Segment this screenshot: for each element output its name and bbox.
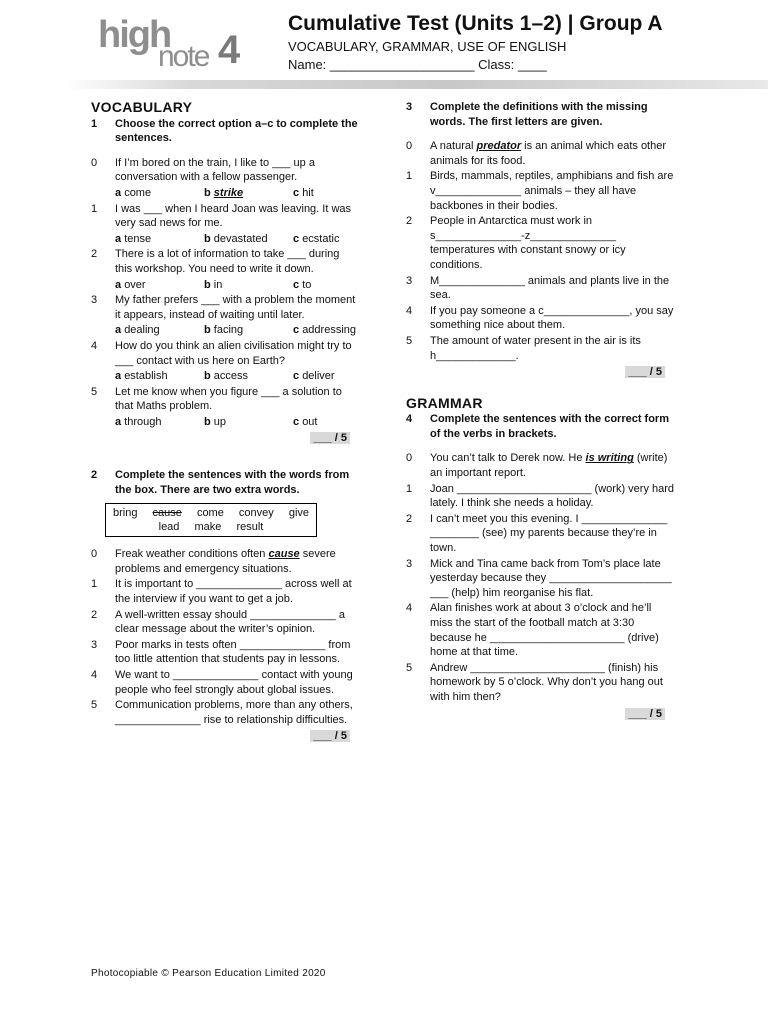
option-word: to: [302, 278, 312, 291]
score-text: ___ / 5: [625, 366, 665, 378]
answer-option: [204, 323, 293, 338]
option-letter: a: [115, 186, 122, 199]
item-number: 0: [406, 140, 413, 153]
option-word: out: [302, 415, 318, 428]
item-text: People in Antarctica must work in s______________-z______________ temperatures with constant snowy or icy conditions.: [430, 215, 626, 271]
answer-option: [115, 278, 204, 293]
option-word: hit: [302, 186, 314, 199]
high-note-logo: [96, 14, 252, 76]
word-box-row-1: [106, 506, 316, 520]
item-number: 5: [91, 385, 98, 398]
task-1-items: [91, 156, 359, 430]
word-box: [105, 503, 317, 537]
question-item: [91, 385, 359, 414]
name-class-field: Name: ____________________ Class: ____: [288, 57, 547, 72]
option-word: ecstatic: [302, 232, 340, 245]
option-letter: b: [204, 232, 211, 245]
left-column: [91, 100, 359, 744]
item-text: There is a lot of information to take ___ during this workshop. You need to write it down.: [115, 248, 340, 275]
task-3-example: [406, 139, 674, 168]
option-word: establish: [124, 370, 168, 383]
item-number: 4: [91, 669, 98, 681]
question-item: [91, 202, 359, 231]
logo-digit: 4: [218, 28, 241, 72]
item-text: Joan ______________________ (work) very hard lately. I think she needs a holiday.: [430, 482, 675, 510]
item-number: 3: [91, 638, 98, 651]
question-item: [406, 557, 674, 601]
score-box: [91, 729, 350, 744]
answer-option: [115, 186, 204, 201]
score-text: ___ / 5: [310, 432, 350, 444]
answer-option: [204, 415, 293, 430]
instruction-text: Choose the correct option a–c to complete the sentences.: [115, 117, 358, 145]
answer-option: [204, 186, 293, 201]
item-text: If I’m bored on the train, I like to ___ up a conversation with a fellow passenger.: [115, 156, 315, 184]
option-word: dealing: [124, 324, 160, 337]
answer-option: [293, 323, 356, 338]
item-text-post: severe problems and emergency situations.: [115, 548, 336, 575]
answer-option: [204, 278, 293, 293]
task-4-example: [406, 451, 674, 480]
item-number: 3: [406, 557, 413, 570]
item-number: 0: [91, 548, 98, 561]
example-answer: strike: [213, 186, 244, 199]
option-letter: b: [204, 324, 211, 337]
question-item: [406, 601, 674, 659]
instruction-text: Complete the sentences with the correct form of the verbs in brackets.: [430, 413, 669, 440]
task-4-items: [406, 482, 674, 705]
page-title: Cumulative Test (Units 1–2) | Group A: [288, 12, 663, 35]
option-letter: b: [204, 186, 211, 199]
copyright-footer: Photocopiable © Pearson Education Limited 2020: [91, 968, 326, 979]
item-text-pre: A natural: [430, 140, 477, 153]
right-column: [406, 100, 674, 721]
item-number: 0: [406, 452, 413, 465]
task-number: 3: [406, 101, 413, 113]
header-divider: [64, 80, 768, 89]
option-word: through: [124, 415, 162, 428]
option-letter: b: [204, 278, 211, 291]
option-letter: a: [115, 370, 122, 383]
answer-option: [115, 415, 204, 430]
option-letter: a: [115, 324, 122, 337]
item-text: We want to ______________ contact with young people who feel strongly about global issues.: [115, 669, 353, 696]
question-item: [406, 214, 674, 272]
question-item: [91, 293, 359, 322]
item-text: Birds, mammals, reptiles, amphibians and fish are v______________ animals – they all have backbones in their bodies.: [430, 170, 674, 212]
section-heading-vocabulary: VOCABULARY: [91, 99, 193, 115]
word-box-word: give: [288, 507, 310, 520]
item-number: 5: [91, 699, 98, 712]
answer-option: [204, 369, 293, 384]
word-box-word: result: [236, 521, 264, 534]
example-answer: predator: [476, 140, 522, 153]
option-word: up: [213, 415, 227, 428]
answer-option: [115, 232, 204, 247]
answer-option: [293, 278, 311, 293]
item-text: Communication problems, more than any others, ______________ rise to relationship difficulties.: [115, 699, 353, 726]
option-word: addressing: [302, 324, 357, 337]
item-text: My father prefers ___ with a problem the moment it appears, instead of waiting until later.: [115, 294, 356, 321]
question-item: [91, 608, 359, 637]
task-3-instruction: [406, 100, 674, 129]
option-letter: c: [293, 415, 300, 428]
answer-option: [293, 232, 339, 247]
option-letter: c: [293, 370, 300, 383]
question-item: [91, 638, 359, 667]
question-item: [406, 274, 674, 303]
word-box-word: lead: [158, 521, 180, 534]
item-text: [115, 547, 359, 576]
answer-options: [91, 232, 359, 247]
option-letter: c: [293, 186, 300, 199]
item-text: [430, 139, 674, 168]
item-number: 0: [91, 156, 98, 169]
item-text: If you pay someone a c______________, you say something nice about them.: [430, 304, 674, 332]
task-2-example: [91, 547, 359, 576]
item-number: 1: [91, 578, 98, 591]
item-number: 5: [406, 661, 413, 674]
task-number: 1: [91, 117, 98, 130]
question-item: [91, 698, 359, 727]
question-item: [91, 668, 359, 697]
word-box-word-crossed: cause: [152, 507, 182, 520]
answer-options: [91, 369, 359, 384]
item-text: A well-written essay should ______________ a clear message about the writer’s opinion.: [115, 608, 345, 636]
question-item: [406, 482, 674, 511]
question-item: [91, 156, 359, 185]
question-item: [91, 247, 359, 276]
item-number: 5: [406, 334, 413, 347]
item-number: 1: [91, 202, 98, 215]
answer-options: [91, 323, 359, 338]
question-item: [91, 339, 359, 368]
option-word: facing: [213, 324, 244, 337]
section-heading-grammar: GRAMMAR: [406, 394, 483, 411]
example-answer: is writing: [585, 452, 634, 465]
logo-word-high: high: [98, 14, 171, 56]
task-number: 4: [406, 413, 413, 426]
item-number: 2: [406, 512, 413, 525]
item-text-post: is an animal which eats other animals for its food.: [430, 140, 667, 167]
answer-options: [91, 415, 359, 430]
item-number: 3: [91, 294, 98, 307]
option-letter: b: [204, 415, 211, 428]
page-subtitle: VOCABULARY, GRAMMAR, USE OF ENGLISH: [288, 39, 567, 54]
logo-word-note: note: [158, 40, 209, 73]
option-letter: c: [293, 324, 300, 337]
option-letter: c: [293, 278, 300, 291]
item-number: 2: [91, 248, 98, 261]
word-box-row-2: [106, 520, 316, 534]
option-word: devastated: [213, 232, 268, 245]
item-text: Let me know when you figure ___ a solution to that Maths problem.: [115, 385, 342, 413]
task-2-instruction: [91, 468, 359, 497]
item-text: M______________ animals and plants live in the sea.: [430, 274, 670, 302]
item-text: Andrew ______________________ (finish) his homework by 5 o’clock. Why don’t you hang out with him then?: [430, 661, 663, 703]
score-box: [406, 707, 665, 722]
option-letter: b: [204, 370, 211, 383]
item-text-pre: Freak weather conditions often: [115, 548, 269, 561]
item-number: 2: [406, 215, 413, 228]
item-number: 2: [91, 608, 98, 621]
task-4-instruction: [406, 412, 674, 441]
item-text: How do you think an alien civilisation might try to ___ contact with us here on Earth?: [115, 339, 352, 367]
answer-option: [293, 369, 335, 384]
option-word: access: [213, 370, 249, 383]
word-box-word: bring: [112, 507, 138, 520]
task-3-items: [406, 169, 674, 363]
word-box-word: make: [194, 521, 222, 534]
question-item: [406, 334, 674, 363]
word-box-word: come: [196, 507, 224, 520]
item-number: 1: [406, 170, 413, 183]
question-item: [406, 661, 674, 705]
task-1-instruction: [91, 117, 359, 146]
instruction-text: Complete the definitions with the missing words. The first letters are given.: [430, 101, 648, 128]
option-letter: c: [293, 232, 300, 245]
option-word: in: [213, 278, 223, 291]
item-number: 1: [406, 482, 413, 495]
item-text: Mick and Tina came back from Tom’s place late yesterday because they ____________________ ___ (help) him reorganise his flat.: [430, 557, 672, 599]
item-number: 4: [406, 602, 413, 615]
option-word: over: [124, 278, 146, 291]
item-text-pre: You can’t talk to Derek now. He: [430, 452, 586, 465]
task-2-items: [91, 577, 359, 727]
score-text: ___ / 5: [625, 708, 665, 720]
answer-option: [293, 186, 314, 201]
item-number: 3: [406, 274, 413, 287]
answer-option: [293, 415, 317, 430]
item-text: Poor marks in tests often ______________ from too little attention that students pay in lessons.: [115, 638, 351, 666]
word-box-word: convey: [238, 507, 274, 520]
option-word: tense: [124, 232, 152, 245]
answer-option: [115, 369, 204, 384]
instruction-text: Complete the sentences with the words from the box. There are two extra words.: [115, 469, 350, 496]
task-number: 2: [91, 469, 98, 482]
item-text: Alan finishes work at about 3 o’clock and he’ll miss the start of the football match at 3:30 because he ______________________ (drive) home at that time.: [430, 602, 659, 659]
item-number: 4: [91, 339, 98, 352]
item-text: I was ___ when I heard Joan was leaving. It was very sad news for me.: [115, 202, 352, 230]
answer-option: [115, 323, 204, 338]
item-text: It is important to ______________ across well at the interview if you want to get a job.: [115, 578, 352, 606]
item-text: [430, 451, 674, 480]
option-letter: a: [115, 232, 122, 245]
item-text: The amount of water present in the air is its h_____________.: [430, 334, 641, 362]
option-word: deliver: [302, 370, 335, 383]
question-item: [406, 169, 674, 213]
score-box: [406, 365, 665, 380]
option-letter: a: [115, 415, 122, 428]
option-letter: a: [115, 278, 122, 291]
example-answer: cause: [268, 548, 300, 561]
answer-options: [91, 278, 359, 293]
answer-options: [91, 186, 359, 201]
item-number: 4: [406, 304, 413, 317]
score-box: [91, 431, 350, 446]
score-text: ___ / 5: [310, 730, 350, 742]
question-item: [406, 304, 674, 333]
question-item: [91, 577, 359, 606]
question-item: [406, 512, 674, 556]
option-word: come: [124, 186, 152, 199]
item-text-post: (write) an important report.: [430, 452, 668, 480]
item-text: I can’t meet you this evening. I ______________ ________ (see) my parents because they’re in town.: [430, 512, 668, 555]
answer-option: [204, 232, 293, 247]
